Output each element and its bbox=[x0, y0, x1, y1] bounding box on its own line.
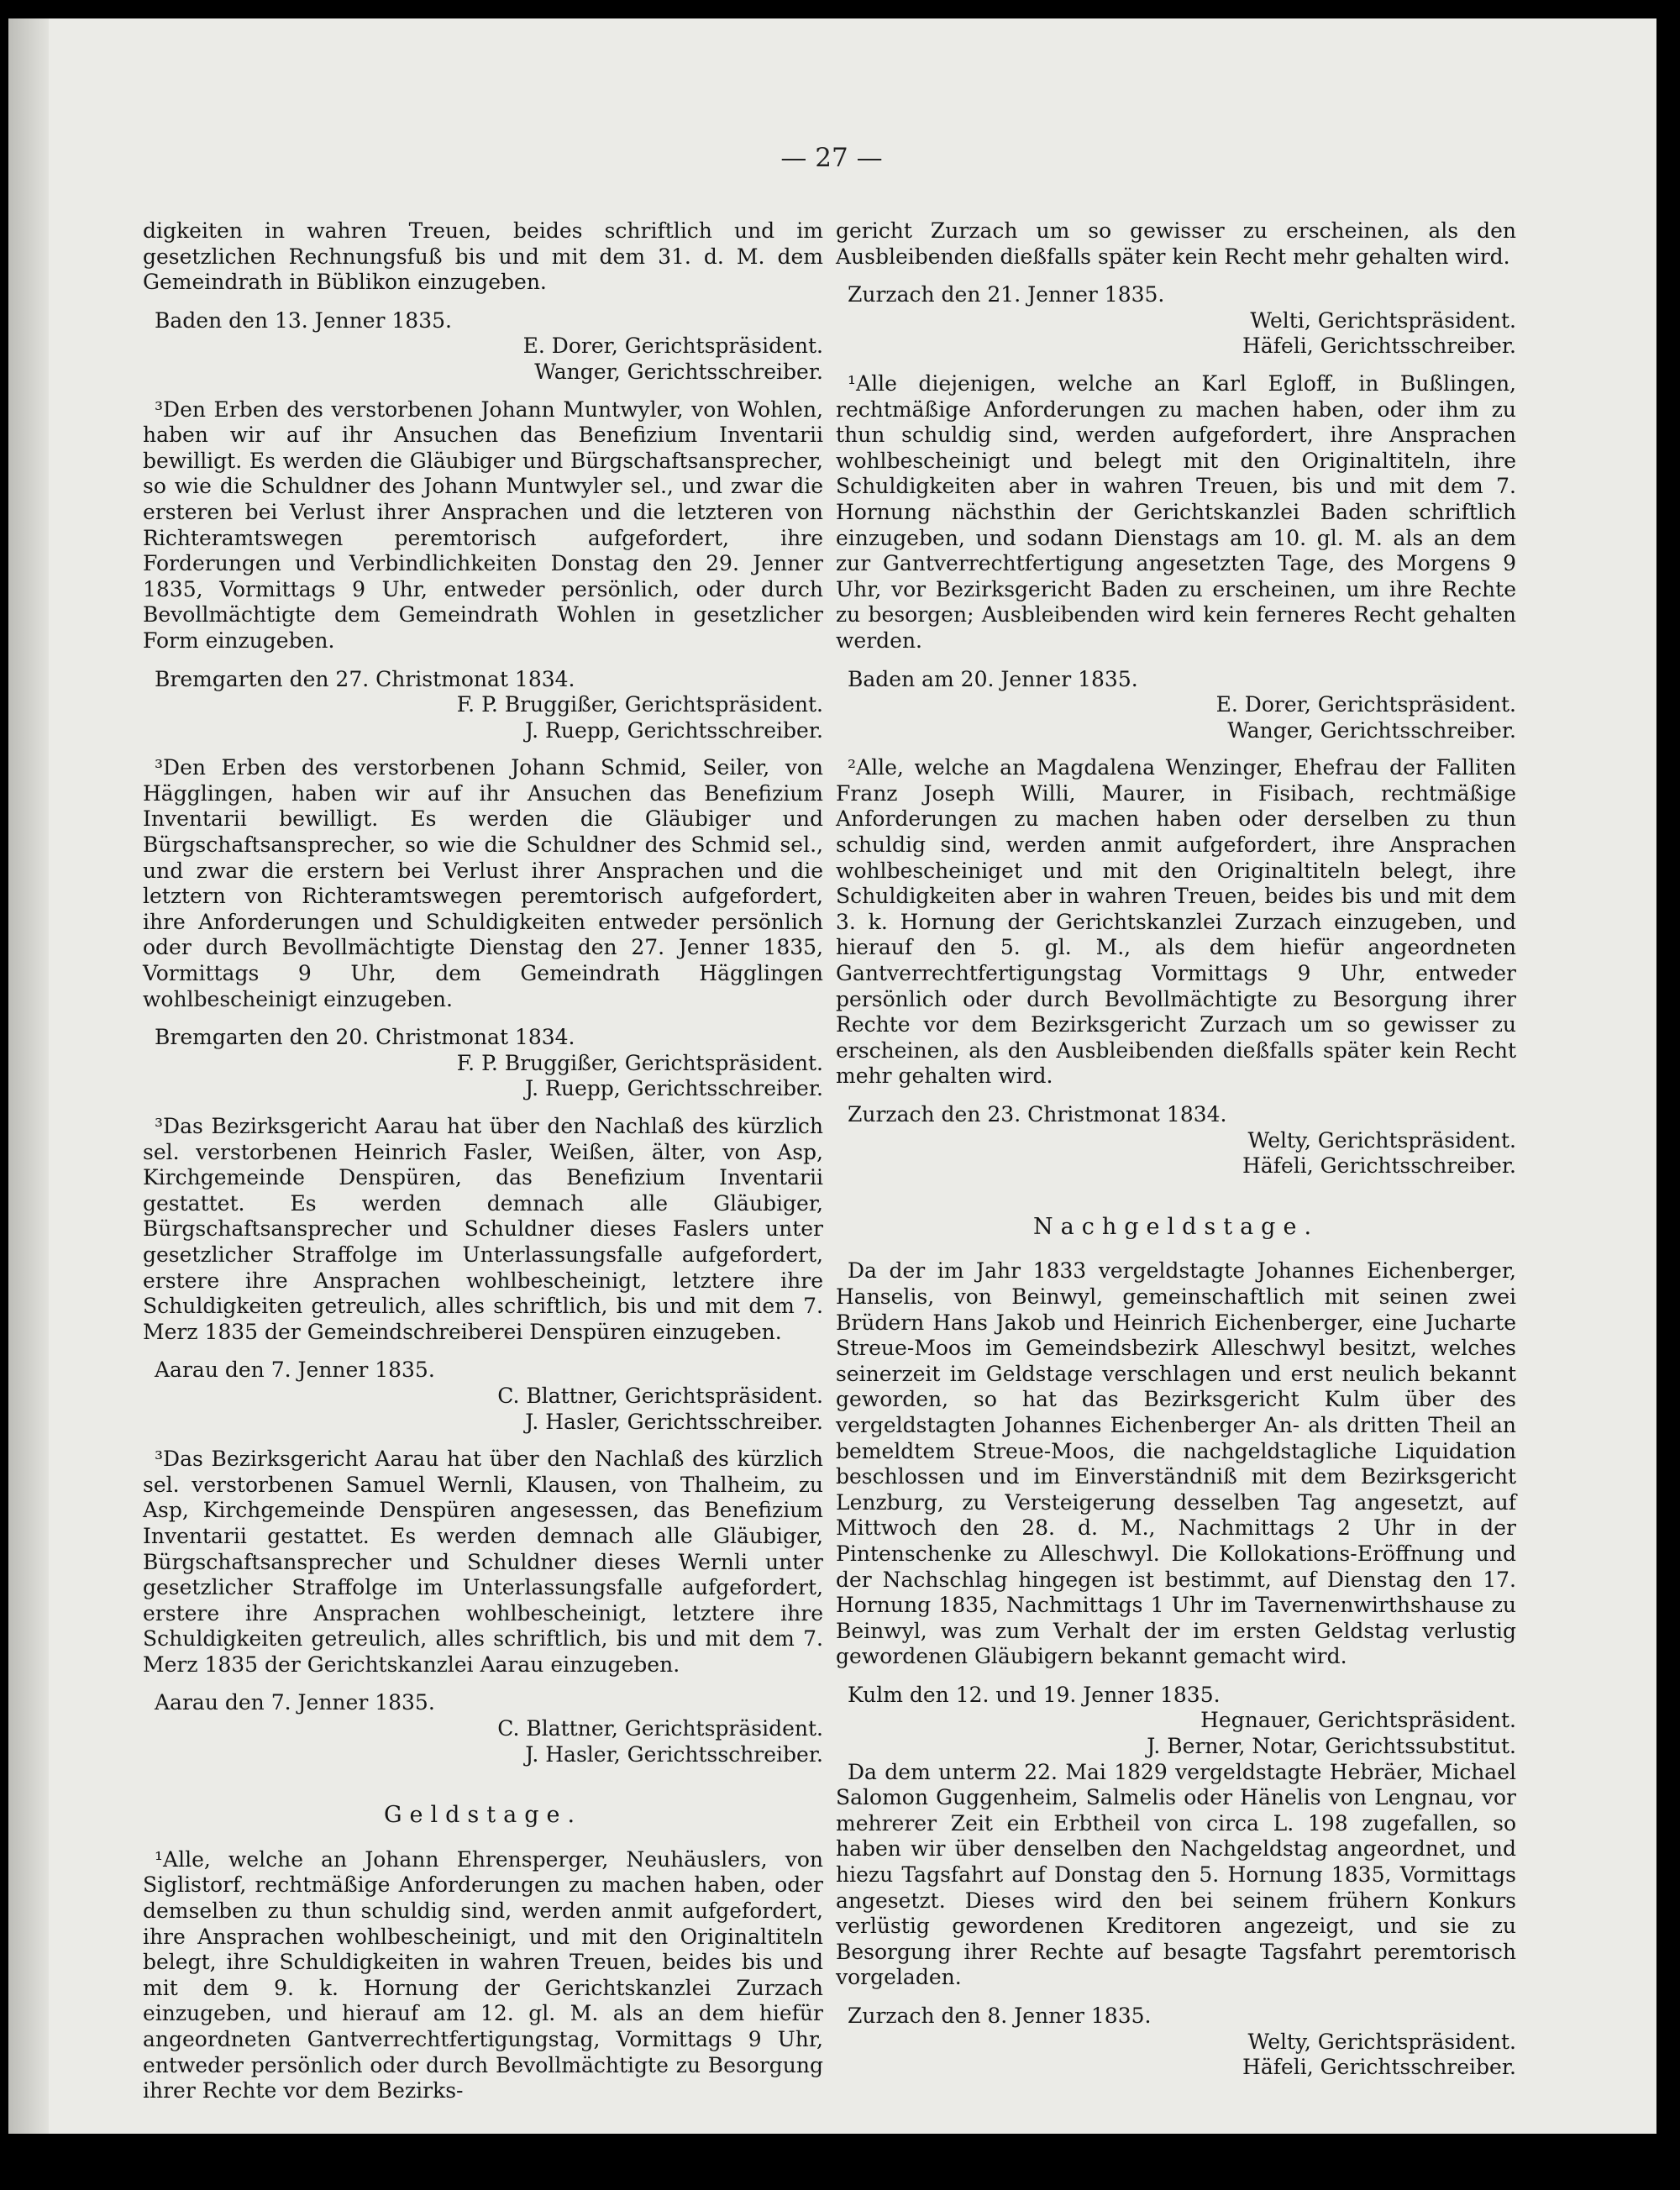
signature: E. Dorer, Gerichtspräsident. bbox=[522, 333, 823, 359]
signature: J. Hasler, Gerichtsschreiber. bbox=[525, 1741, 823, 1767]
signature: Wanger, Gerichtsschreiber. bbox=[1227, 717, 1516, 743]
block-spacer bbox=[143, 386, 823, 397]
notice-paragraph: Da der im Jahr 1833 vergeldstagte Johannes Eichenberger, Hanselis, von Beinwyl, gemeinschaftlich mit seinen zwei Brüdern Hans Jakob und Heinrich Eichenberger, eine Jucharte Streue-Moos im Gemeindsbezirk Alleschwyl besitzt, welches seinerzeit im Geldstage verschlagen und erst neulich bekannt geworden, so hat das Bezirksgericht Kulm über des vergeldstagten Johannes Eichenberger An- als dritten Theil an bemeldtem Streue-Moos, die nachgeldstagliche Liquidation beschlossen und im Einverständniß mit dem Bezirksgericht Lenzburg, zu Versteigerung desselben Tag angesetzt, auf Mittwoch den 28. d. M., Nachmittags 2 Uhr in der Pintenschenke zu Alleschwyl. Die Kollokations-Eröffnung und der Nachschlag hingegen ist bestimmt, auf Dienstag den 17. Hornung 1835, Nachmittags 1 Uhr im Tavernenwirthshause zu Beinwyl, was zum Verhalt der im ersten Geldstag verlustig gewordenen Gläubigern bekannt gemacht wird. bbox=[836, 1258, 1516, 1669]
signature: J. Hasler, Gerichtsschreiber. bbox=[525, 1409, 823, 1434]
dateline: Zurzach den 21. Jenner 1835. bbox=[848, 282, 1165, 307]
block-spacer bbox=[143, 1435, 823, 1447]
signature: J. Ruepp, Gerichtsschreiber. bbox=[525, 1076, 823, 1101]
dateline: Baden den 13. Jenner 1835. bbox=[155, 307, 452, 333]
signature: Häfeli, Gerichtsschreiber. bbox=[1242, 2055, 1516, 2080]
notice-paragraph: ²Alle, welche an Magdalena Wenzinger, Ehefrau der Falliten Franz Joseph Willi, Maurer, in Fisibach, rechtmäßige Anforderungen zu machen haben oder derselben zu thun schuldig sind, werden anmit aufgefordert, ihre Ansprachen wohlbescheiniget und mit den Originaltiteln belegt, ihre Schuldigkeiten aber in wahren Treuen, beides bis und mit dem 3. k. Hornung der Gerichtskanzlei Zurzach einzugeben, und hierauf den 5. gl. M., als dem hiefür angeordneten Gantverrechtfertigungstag Vormittags 9 Uhr, entweder persönlich oder durch Bevollmächtigte zu Besorgung ihrer Rechte vor dem Bezirksgericht Zurzach um so gewisser zu erscheinen, als den Ausbleibenden dießfalls später kein Recht mehr gehalten wird. bbox=[836, 755, 1516, 1089]
dateline: Bremgarten den 20. Christmonat 1834. bbox=[155, 1025, 575, 1050]
notice-paragraph: ³Den Erben des verstorbenen Johann Schmid, Seiler, von Hägglingen, haben wir auf ihr Ansuchen das Benefizium Inventarii bewilligt. Es werden die Gläubiger und Bürgschaftsansprecher, so wie die Schuldner des Schmid sel., und zwar die erstern bei Verlust ihrer Ansprachen und die letztern von Richteramtswegen peremtorisch aufgefordert, ihre Anforderungen und Schuldigkeiten entweder persönlich oder durch Bevollmächtigte Dienstag den 27. Jenner 1835, Vormittags 9 Uhr, dem Gemeindrath Hägglingen wohlbescheinigt einzugeben. bbox=[143, 755, 823, 1011]
block-spacer bbox=[143, 1102, 823, 1114]
left-column bbox=[143, 218, 823, 2117]
signature: J. Berner, Notar, Gerichtssubstitut. bbox=[1147, 1734, 1516, 1759]
dateline: Aarau den 7. Jenner 1835. bbox=[155, 1358, 435, 1383]
signature: Häfeli, Gerichtsschreiber. bbox=[1242, 1153, 1516, 1179]
page-binding-edge bbox=[8, 18, 49, 2134]
continued-paragraph: digkeiten in wahren Treuen, beides schriftlich und im gesetzlichen Rechnungsfuß bis und mit dem 31. d. M. dem Gemeindrath in Büblikon einzugeben. bbox=[143, 218, 823, 295]
dateline: Aarau den 7. Jenner 1835. bbox=[155, 1690, 435, 1715]
newspaper-page bbox=[8, 18, 1656, 2134]
signature: Welty, Gerichtspräsident. bbox=[1247, 2029, 1516, 2054]
signature: E. Dorer, Gerichtspräsident. bbox=[1215, 692, 1516, 717]
signature: F. P. Bruggißer, Gerichtspräsident. bbox=[456, 692, 823, 717]
right-column bbox=[836, 218, 1516, 2081]
dateline: Zurzach den 8. Jenner 1835. bbox=[848, 2004, 1152, 2028]
signature: J. Ruepp, Gerichtsschreiber. bbox=[525, 717, 823, 743]
signature: F. P. Bruggißer, Gerichtspräsident. bbox=[456, 1050, 823, 1075]
block-spacer bbox=[143, 743, 823, 755]
section-heading: Nachgeldstage. bbox=[1032, 1213, 1320, 1240]
notice-paragraph: ¹Alle, welche an Johann Ehrensperger, Neuhäuslers, von Siglistorf, rechtmäßige Anforderungen zu machen haben, oder demselben zu thun schuldig sind, werden anmit aufgefordert, ihre Ansprachen wohlbescheinigt, und mit den Originaltiteln belegt, ihre Schuldigkeiten in wahren Treuen, beides bis und mit dem 9. k. Hornung der Gerichtskanzlei Zurzach einzugeben, und hierauf am 12. gl. M. als an dem hiefür angeordneten Gantverrechtfertigungstag, Vormittags 9 Uhr, entweder persönlich oder durch Bevollmächtigte zu Besorgung ihrer Rechte vor dem Bezirks- bbox=[143, 1846, 823, 2103]
signature: Hegnauer, Gerichtspräsident. bbox=[1200, 1708, 1516, 1733]
signature: C. Blattner, Gerichtspräsident. bbox=[497, 1716, 823, 1741]
dateline: Zurzach den 23. Christmonat 1834. bbox=[848, 1102, 1227, 1127]
section-heading: Geldstage. bbox=[383, 1802, 583, 1829]
dateline: Kulm den 12. und 19. Jenner 1835. bbox=[848, 1682, 1221, 1707]
dateline: Baden am 20. Jenner 1835. bbox=[848, 666, 1138, 691]
page-number: — 27 — bbox=[780, 143, 883, 173]
continued-paragraph: gericht Zurzach um so gewisser zu erscheinen, als den Ausbleibenden dießfalls später kein Recht mehr gehalten wird. bbox=[836, 218, 1516, 269]
notice-paragraph: ³Das Bezirksgericht Aarau hat über den Nachlaß des kürzlich sel. verstorbenen Samuel Wernli, Klausen, von Thalheim, zu Asp, Kirchgemeinde Denspüren angesessen, das Benefizium Inventarii gestattet. Es werden demnach alle Gläubiger, Bürgschaftsansprecher und Schuldner dieses Wernli unter gesetzlicher Straffolge im Unterlassungsfalle aufgefordert, erstere ihre Ansprachen wohlbescheinigt, letztere ihre Schuldigkeiten getreulich, alles schriftlich, bis und mit dem 7. Merz 1835 der Gerichtskanzlei Aarau einzugeben. bbox=[143, 1447, 823, 1677]
notice-paragraph: ¹Alle diejenigen, welche an Karl Egloff, in Bußlingen, rechtmäßige Anforderungen zu machen haben, oder ihm zu thun schuldig sind, werden aufgefordert, ihre Ansprachen wohlbescheinigt und belegt mit den Originaltiteln, ihre Schuldigkeiten aber in wahren Treuen, bis und mit dem 7. Hornung nächsthin der Gerichtskanzlei Baden schriftlich einzugeben, und sodann Dienstags am 10. gl. M. als an dem zur Gantverrechtfertigung angesetzten Tage, des Morgens 9 Uhr, vor Bezirksgericht Baden zu erscheinen, um ihre Rechte zu besorgen; Ausbleibenden wird kein ferneres Recht gehalten werden. bbox=[836, 370, 1516, 653]
notice-paragraph: Da dem unterm 22. Mai 1829 vergeldstagte Hebräer, Michael Salomon Guggenheim, Salmelis oder Hänelis von Lengnau, vor mehrerer Zeit ein Erbtheil von circa L. 198 zugefallen, so haben wir über denselben den Nachgeldstag angeordnet, und hiezu Tagsfahrt auf Donstag den 5. Hornung 1835, Vormittags angesetzt. Dieses wird den bei seinem frühern Konkurs verlüstig gewordenen Kreditoren angezeigt, und sie zu Besorgung ihrer Rechte auf besagte Tagsfahrt peremtorisch vorgeladen. bbox=[836, 1759, 1516, 1990]
signature: Wanger, Gerichtsschreiber. bbox=[534, 359, 823, 384]
notice-paragraph: ³Den Erben des verstorbenen Johann Muntwyler, von Wohlen, haben wir auf ihr Ansuchen das Benefizium Inventarii bewilligt. Es werden die Gläubiger und Bürgschaftsansprecher, so wie die Schuldner des Johann Muntwyler sel., und zwar die ersteren bei Verlust ihrer Ansprachen und die letzteren von Richteramtswegen peremtorisch aufgefordert, ihre Forderungen und Verbindlichkeiten Donstag den 29. Jenner 1835, Vormittags 9 Uhr, entweder persönlich, oder durch Bevollmächtigte dem Gemeindrath Wohlen in gesetzlicher Form einzugeben. bbox=[143, 397, 823, 653]
signature: C. Blattner, Gerichtspräsident. bbox=[497, 1383, 823, 1408]
notice-paragraph: ³Das Bezirksgericht Aarau hat über den Nachlaß des kürzlich sel. verstorbenen Heinrich Fasler, Weißen, älter, von Asp, Kirchgemeinde Denspüren, das Benefizium Inventarii gestattet. Es werden demnach alle Gläubiger, Bürgschaftsansprecher und Schuldner dieses Faslers unter gesetzlicher Straffolge im Unterlassungsfalle aufgefordert, erstere ihre Ansprachen wohlbescheinigt, letztere ihre Schuldigkeiten getreulich, alles schriftlich, bis und mit dem 7. Merz 1835 der Gemeindschreiberei Denspüren einzugeben. bbox=[143, 1114, 823, 1344]
dateline: Bremgarten den 27. Christmonat 1834. bbox=[155, 666, 575, 691]
block-spacer bbox=[836, 360, 1516, 371]
signature: Welty, Gerichtspräsident. bbox=[1247, 1127, 1516, 1153]
signature: Welti, Gerichtspräsident. bbox=[1250, 307, 1516, 333]
block-spacer bbox=[836, 743, 1516, 755]
signature: Häfeli, Gerichtsschreiber. bbox=[1242, 333, 1516, 359]
